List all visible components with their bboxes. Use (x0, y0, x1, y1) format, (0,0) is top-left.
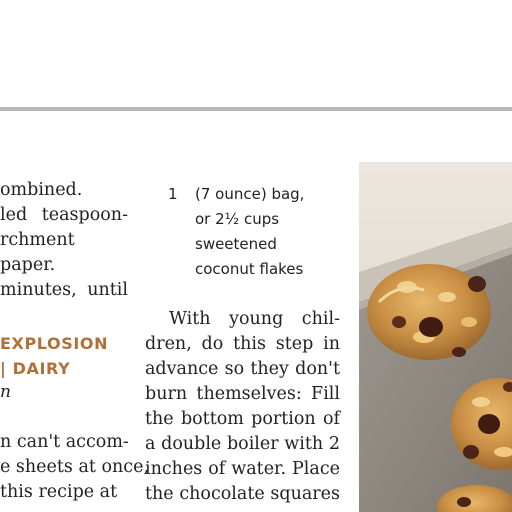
text-line: led teaspoon- (0, 205, 128, 225)
text-line: n can't accom- (0, 432, 129, 452)
recipe-heading-line1: EXPLOSION (0, 334, 109, 353)
text-line: e sheets at once, (0, 457, 150, 477)
text-line: ombined. (0, 180, 83, 200)
text-line: dren, do this step in (145, 334, 340, 354)
text-line: the bottom portion of (145, 409, 340, 429)
text-line: inches of water. Place (145, 459, 340, 479)
ingredient-line: or 2½ cups (195, 210, 280, 228)
ingredient-quantity: 1 (168, 185, 178, 203)
text-line: With young chil- (169, 309, 340, 329)
text-line: this recipe at (0, 482, 118, 502)
ingredient-line: sweetened (195, 235, 277, 253)
text-line: the chocolate squares (145, 484, 340, 504)
text-line: a double boiler with 2 (145, 434, 340, 454)
cookies-photo (359, 162, 512, 512)
instructions-paragraph (145, 307, 340, 507)
left-column-text (0, 178, 128, 303)
text-line: burn themselves: Fill (145, 384, 340, 404)
text-line: minutes, until (0, 280, 128, 300)
text-line: rchment paper. (0, 230, 75, 275)
ingredient-line: coconut flakes (195, 260, 304, 278)
text-line: advance so they don't (145, 359, 340, 379)
left-column-text-bottom (0, 430, 150, 505)
header-divider (0, 107, 512, 111)
recipe-subtitle: n (0, 382, 11, 402)
ingredient-description (195, 182, 345, 282)
ingredient-line: (7 ounce) bag, (195, 185, 305, 203)
recipe-heading-line2: | DAIRY (0, 359, 71, 378)
